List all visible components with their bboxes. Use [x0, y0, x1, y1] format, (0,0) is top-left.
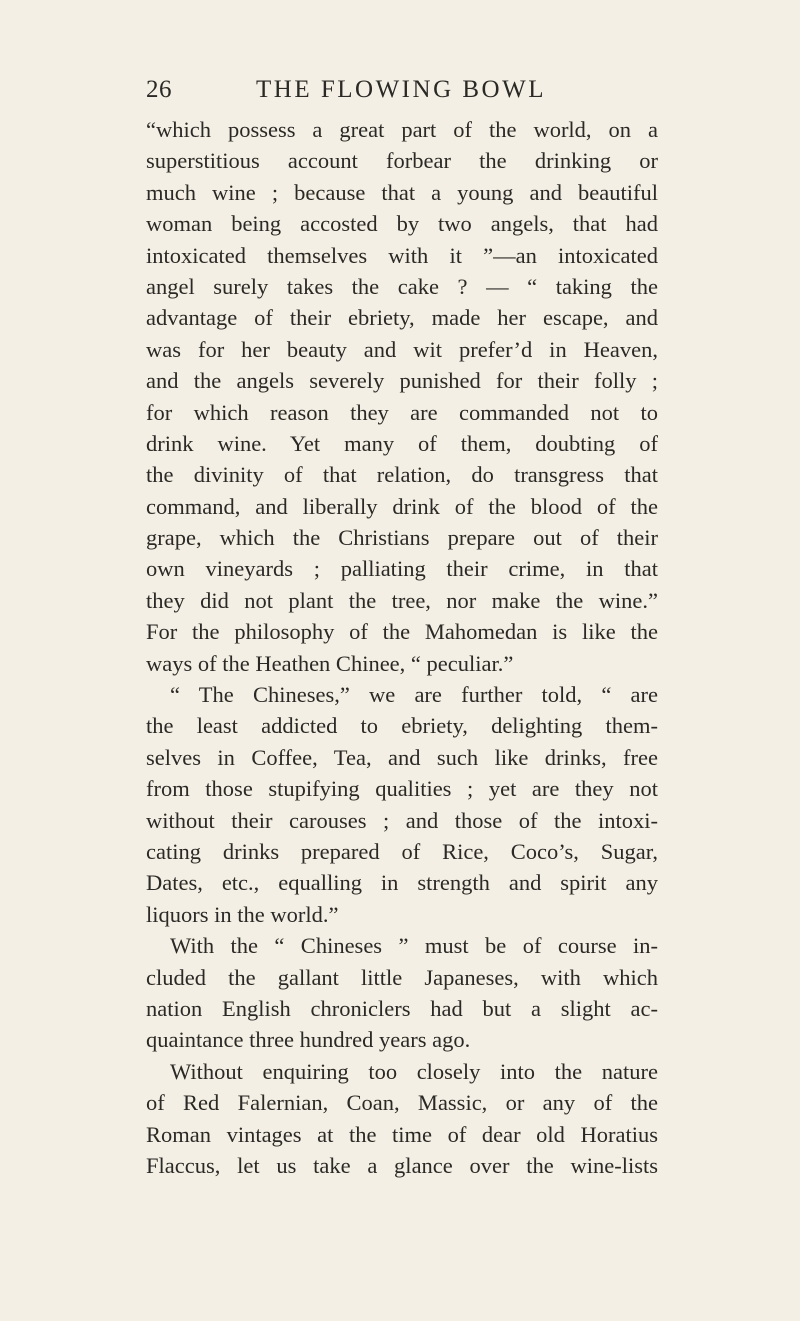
- text-line: For the philosophy of the Mahomedan is like the: [146, 619, 658, 645]
- text-line: was for her beauty and wit prefer’d in Heaven,: [146, 336, 658, 362]
- text-line: superstitious account forbear the drinking or: [146, 148, 658, 174]
- text-line: much wine ; because that a young and beautiful: [146, 179, 658, 205]
- text-line: ways of the Heathen Chinee, “ peculiar.”: [146, 650, 514, 676]
- text-line: angel surely takes the cake ? — “ taking the: [146, 273, 658, 299]
- text-line: Without enquiring too closely into the nature: [170, 1058, 658, 1084]
- text-line: of Red Falernian, Coan, Massic, or any of the: [146, 1090, 658, 1116]
- text-line: selves in Coffee, Tea, and such like drinks, free: [146, 744, 658, 770]
- text-line: drink wine. Yet many of them, doubting of: [146, 430, 658, 456]
- text-line: intoxicated themselves with it ”—an intoxicated: [146, 242, 658, 268]
- text-line: Flaccus, let us take a glance over the wine-lists: [146, 1152, 658, 1178]
- text-line: from those stupifying qualities ; yet are they not: [146, 776, 658, 802]
- text-line: grape, which the Christians prepare out of their: [146, 525, 658, 551]
- text-line: With the “ Chineses ” must be of course in-: [170, 933, 658, 959]
- text-line: quaintance three hundred years ago.: [146, 1027, 471, 1053]
- text-line: “which possess a great part of the world, on a: [146, 117, 658, 142]
- text-line: for which reason they are commanded not to: [146, 399, 658, 425]
- text-line: the divinity of that relation, do transgress that: [146, 462, 658, 488]
- text-line: they did not plant the tree, nor make the wine.”: [146, 587, 658, 613]
- text-line: nation English chroniclers had but a slight ac-: [146, 995, 658, 1021]
- text-line: advantage of their ebriety, made her escape, and: [146, 305, 658, 331]
- text-line: cating drinks prepared of Rice, Coco’s, Sugar,: [146, 838, 658, 864]
- text-line: without their carouses ; and those of the intoxi-: [146, 807, 658, 833]
- text-line: woman being accosted by two angels, that had: [146, 211, 658, 237]
- text-line: cluded the gallant little Japaneses, with which: [146, 964, 658, 990]
- text-line: Dates, etc., equalling in strength and spirit any: [146, 870, 658, 896]
- body-text: [146, 114, 658, 1181]
- text-line: “ The Chineses,” we are further told, “ are: [170, 682, 658, 708]
- text-line: command, and liberally drink of the blood of the: [146, 493, 658, 519]
- page-header: [146, 76, 656, 116]
- text-line: and the angels severely punished for their folly ;: [146, 368, 658, 394]
- text-line: Roman vintages at the time of dear old Horatius: [146, 1121, 658, 1147]
- page-number: 26: [146, 76, 172, 103]
- text-line: liquors in the world.”: [146, 901, 339, 927]
- text-line: own vineyards ; palliating their crime, in that: [146, 556, 658, 582]
- text-line: the least addicted to ebriety, delighting them-: [146, 713, 658, 739]
- running-title: THE FLOWING BOWL: [256, 76, 546, 103]
